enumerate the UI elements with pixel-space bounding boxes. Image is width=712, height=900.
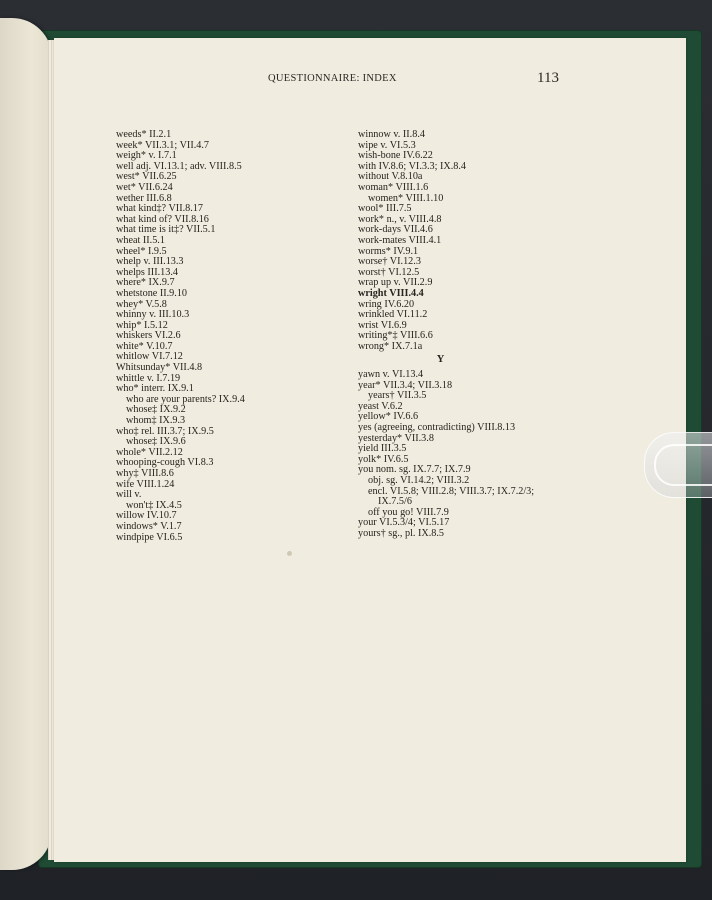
index-entry: whinny v. III.10.3: [116, 309, 190, 321]
index-entry: whittle v. I.7.19: [116, 372, 181, 384]
index-entry: wipe v. VI.5.3: [358, 139, 416, 151]
index-entry: worst† VI.12.5: [358, 266, 420, 278]
index-entry: wife VIII.1.24: [116, 478, 175, 490]
page-number: 113: [537, 70, 559, 86]
index-entry: Whitsunday* VII.4.8: [116, 362, 203, 374]
index-subentry: who are your parents? IX.9.4: [126, 393, 245, 405]
index-subentry: encl. VI.5.8; VIII.2.8; VIII.3.7; IX.7.2/3;: [368, 485, 535, 497]
index-entry: yes (agreeing, contradicting) VIII.8.13: [358, 422, 516, 434]
running-head: QUESTIONNAIRE: INDEX: [268, 73, 397, 84]
index-entry: whelp v. III.13.3: [116, 256, 184, 268]
index-entry: wrap up v. VII.2.9: [358, 277, 433, 289]
index-entry: whetstone II.9.10: [116, 287, 188, 299]
index-entry: white* V.10.7: [116, 340, 173, 352]
index-entry: why‡ VIII.8.6: [116, 468, 174, 479]
index-entry: windpipe VI.6.5: [116, 531, 183, 543]
index-entry: wrinkled VI.11.2: [358, 309, 428, 321]
index-entry: whiskers VI.2.6: [116, 330, 181, 342]
index-entry: work-mates VIII.4.1: [358, 234, 442, 246]
index-column-left: [116, 130, 331, 543]
plastic-page-clip-loop: [654, 444, 712, 486]
index-entry: whelps III.13.4: [116, 266, 178, 278]
index-entry: week* VII.3.1; VII.4.7: [116, 139, 209, 151]
index-subentry: off you go! VIII.7.9: [368, 506, 449, 518]
index-entry: wool* III.7.5: [358, 203, 412, 215]
index-entry: will v.: [116, 489, 142, 501]
index-entry: wrong* IX.7.1a: [358, 340, 423, 352]
index-entry: yellow* IV.6.6: [358, 411, 419, 423]
index-entry: wring IV.6.20: [358, 298, 415, 310]
index-entry: wet* VII.6.24: [116, 181, 173, 193]
index-entry: where* IX.9.7: [116, 277, 175, 289]
index-entry: yesterday* VII.3.8: [358, 432, 434, 444]
section-letter: Y: [436, 354, 445, 366]
index-subentry: won't‡ IX.4.5: [126, 499, 182, 511]
index-entry: whey* V.5.8: [116, 298, 167, 310]
index-subentry: whose‡ IX.9.6: [126, 436, 186, 448]
index-entry: wright VIII.4.4: [358, 287, 424, 299]
paper-blemish: [287, 551, 292, 556]
index-entry: without V.8.10a: [358, 171, 423, 183]
index-entry: west* VII.6.25: [116, 171, 177, 183]
index-entry: woman* VIII.1.6: [358, 181, 429, 193]
index-entry: yeast V.6.2: [358, 400, 403, 412]
index-entry: wheel* I.9.5: [116, 245, 167, 257]
index-entry: yield III.3.5: [358, 443, 407, 455]
index-entry: windows* V.1.7: [116, 520, 182, 532]
index-entry: wether III.6.8: [116, 192, 172, 204]
index-subentry: whom‡ IX.9.3: [126, 415, 186, 427]
index-entry: weigh* v. I.7.1: [116, 150, 177, 162]
index-entry: well adj. VI.13.1; adv. VIII.8.5: [116, 160, 242, 172]
index-entry: worms* IV.9.1: [358, 245, 419, 257]
index-subentry: obj. sg. VI.14.2; VIII.3.2: [368, 475, 470, 486]
index-entry: wheat II.5.1: [116, 234, 165, 246]
index-subentry: whose‡ IX.9.2: [126, 404, 186, 416]
index-entry: willow IV.10.7: [116, 510, 177, 522]
index-entry: who* interr. IX.9.1: [116, 383, 194, 395]
index-entry: work-days VII.4.6: [358, 224, 433, 236]
index-entry: whooping-cough VI.8.3: [116, 457, 214, 469]
index-subentry: IX.7.5/6: [378, 496, 412, 508]
facing-page-edge: [0, 18, 52, 870]
index-entry: wish-bone IV.6.22: [358, 150, 433, 162]
index-entry: worse† VI.12.3: [358, 256, 421, 268]
index-entry: weeds* II.2.1: [116, 129, 172, 140]
index-subentry: women* VIII.1.10: [368, 192, 444, 204]
index-entry: with IV.8.6; VI.3.3; IX.8.4: [358, 160, 467, 172]
index-entry: whitlow VI.7.12: [116, 351, 183, 363]
index-entry: you nom. sg. IX.7.7; IX.7.9: [358, 464, 471, 476]
index-entry: year* VII.3.4; VII.3.18: [358, 379, 453, 391]
index-entry: your VI.5.3/4; VI.5.17: [358, 517, 450, 529]
index-entry: what time is it‡? VII.5.1: [116, 224, 216, 236]
index-entry: yolk* IV.6.5: [358, 453, 409, 465]
index-entry: who‡ rel. III.3.7; IX.9.5: [116, 425, 214, 437]
index-entry: yawn v. VI.13.4: [358, 369, 424, 381]
index-entry: what kind‡? VII.8.17: [116, 203, 203, 215]
index-entry: what kind of? VII.8.16: [116, 213, 209, 225]
index-entry: yours† sg., pl. IX.8.5: [358, 527, 445, 539]
index-subentry: years† VII.3.5: [368, 390, 427, 402]
index-entry: whole* VII.2.12: [116, 446, 183, 458]
index-entry: wrist VI.6.9: [358, 319, 407, 331]
index-entry: winnow v. II.8.4: [358, 129, 425, 140]
index-entry: whip* I.5.12: [116, 319, 168, 331]
index-column-right: [358, 130, 618, 540]
index-entry: writing*‡ VIII.6.6: [358, 330, 433, 342]
index-entry: work* n., v. VIII.4.8: [358, 213, 442, 225]
